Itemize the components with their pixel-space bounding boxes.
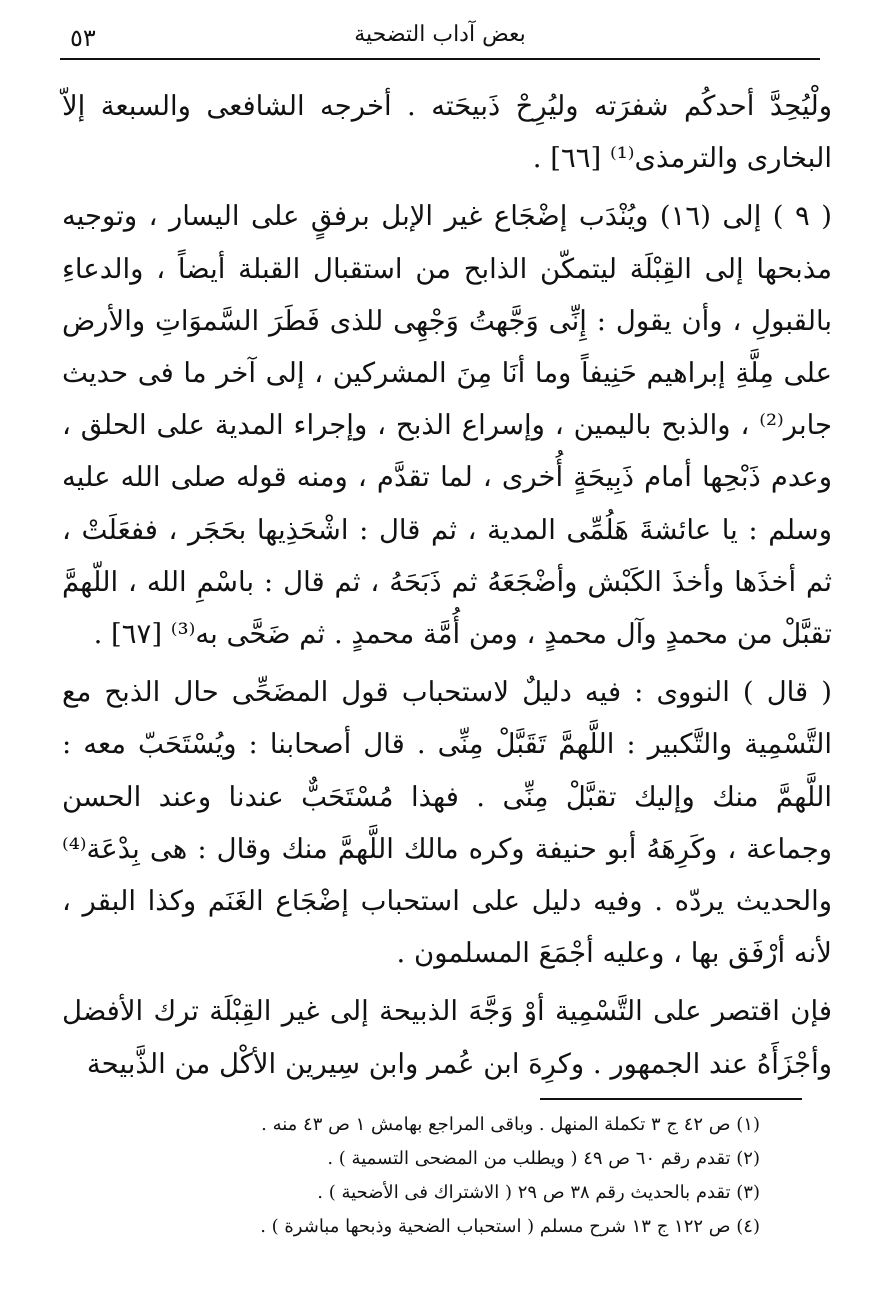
- footnote-3: (٣) تقدم بالحديث رقم ٣٨ ص ٢٩ ( الاشتراك فى الأضحية ) .: [317, 1182, 760, 1203]
- paragraph-4: فإن اقتصر على التَّسْمِية أوْ وَجَّهَ الذبيحة إلى غير القِبْلَة ترك الأفضل وأجْزَأَهُ عند الجمهور . وكرِهَ ابن عُمر وابن سِيرين الأكْل من الذَّبيحة: [62, 995, 832, 1080]
- footnotes: [200, 1108, 760, 1244]
- page-number: ٥٣: [70, 24, 96, 52]
- footnote-separator: [540, 1098, 802, 1100]
- paragraph-2: ( ٩ ) إلى (١٦) ويُنْدَب إضْجَاع غير الإبل برفقٍ على اليسار ، وتوجيه مذبحها إلى القِبْلَة ليتمكّن الذابح من استقبال القبلة أيضاً ، والدعاءِ بالقبولِ ، وأن يقول : إِنِّى وَجَّهتُ وَجْهِى للذى فَطَرَ السَّموَاتِ والأرض على مِلَّةِ إبراهيم حَنِيفاً وما أنَا مِنَ المشركين ، إلى آخر ما فى حديث جابر⁽²⁾ ، والذبح باليمين ، وإسراع الذبح ، وإجراء المدية على الحلق ، وعدم ذَبْحِها أمام ذَبِيحَةٍ أُخرى ، لما تقدَّم ، ومنه قوله صلى الله عليه وسلم : يا عائشةَ هَلُمِّى المدية ، ثم قال : اشْحَذِيها بحَجَر ، ففعَلَتْ ، ثم أخذَها وأخذَ الكَبْش وأضْجَعَهُ ثم ذَبَحَهُ ، ثم قال : باسْمِ الله ، اللّهمَّ تقبَّلْ من محمدٍ وآل محمدٍ ، ومن أُمَّة محمدٍ . ثم ضَحَّى به⁽³⁾ [٦٧] .: [62, 200, 832, 651]
- footnote-4: (٤) ص ١٢٢ ج ١٣ شرح مسلم ( استحباب الضحية وذبحها مباشرة ) .: [260, 1216, 760, 1237]
- paragraph-3: ( قال ) النووى : فيه دليلٌ لاستحباب قول المضَحِّى حال الذبح مع التَّسْمِية والتَّكبير : اللَّهمَّ تَقَبَّلْ مِنِّى . قال أصحابنا : ويُسْتَحَبّ معه : اللَّهمَّ منك وإليك تقبَّلْ مِنِّى . فهذا مُسْتَحَبٌّ عندنا وعند الحسن وجماعة ، وكَرِهَهُ أبو حنيفة وكره مالك اللَّهمَّ منك وقال : هى بِدْعَة⁽⁴⁾ والحديث يردّه . وفيه دليل على استحباب إضْجَاع الغَنَم وكذا البقر ، لأنه أرْفَق بها ، وعليه أجْمَعَ المسلمون .: [62, 676, 832, 970]
- footnote-1: (١) ص ٤٢ ج ٣ تكملة المنهل . وباقى المراجع بهامش ١ ص ٤٣ منه .: [261, 1114, 760, 1135]
- running-title: بعض آداب التضحية: [354, 22, 526, 47]
- page-header: [60, 14, 820, 60]
- paragraph-1: ولْيُحِدَّ أحدكُم شفرَته وليُرِحْ ذَبيحَته . أخرجه الشافعى والسبعة إلاّ البخارى والترمذى⁽¹⁾ [٦٦] .: [62, 90, 832, 175]
- footnote-2: (٢) تقدم رقم ٦٠ ص ٤٩ ( ويطلب من المضحى التسمية ) .: [327, 1148, 760, 1169]
- main-text: [62, 80, 832, 1096]
